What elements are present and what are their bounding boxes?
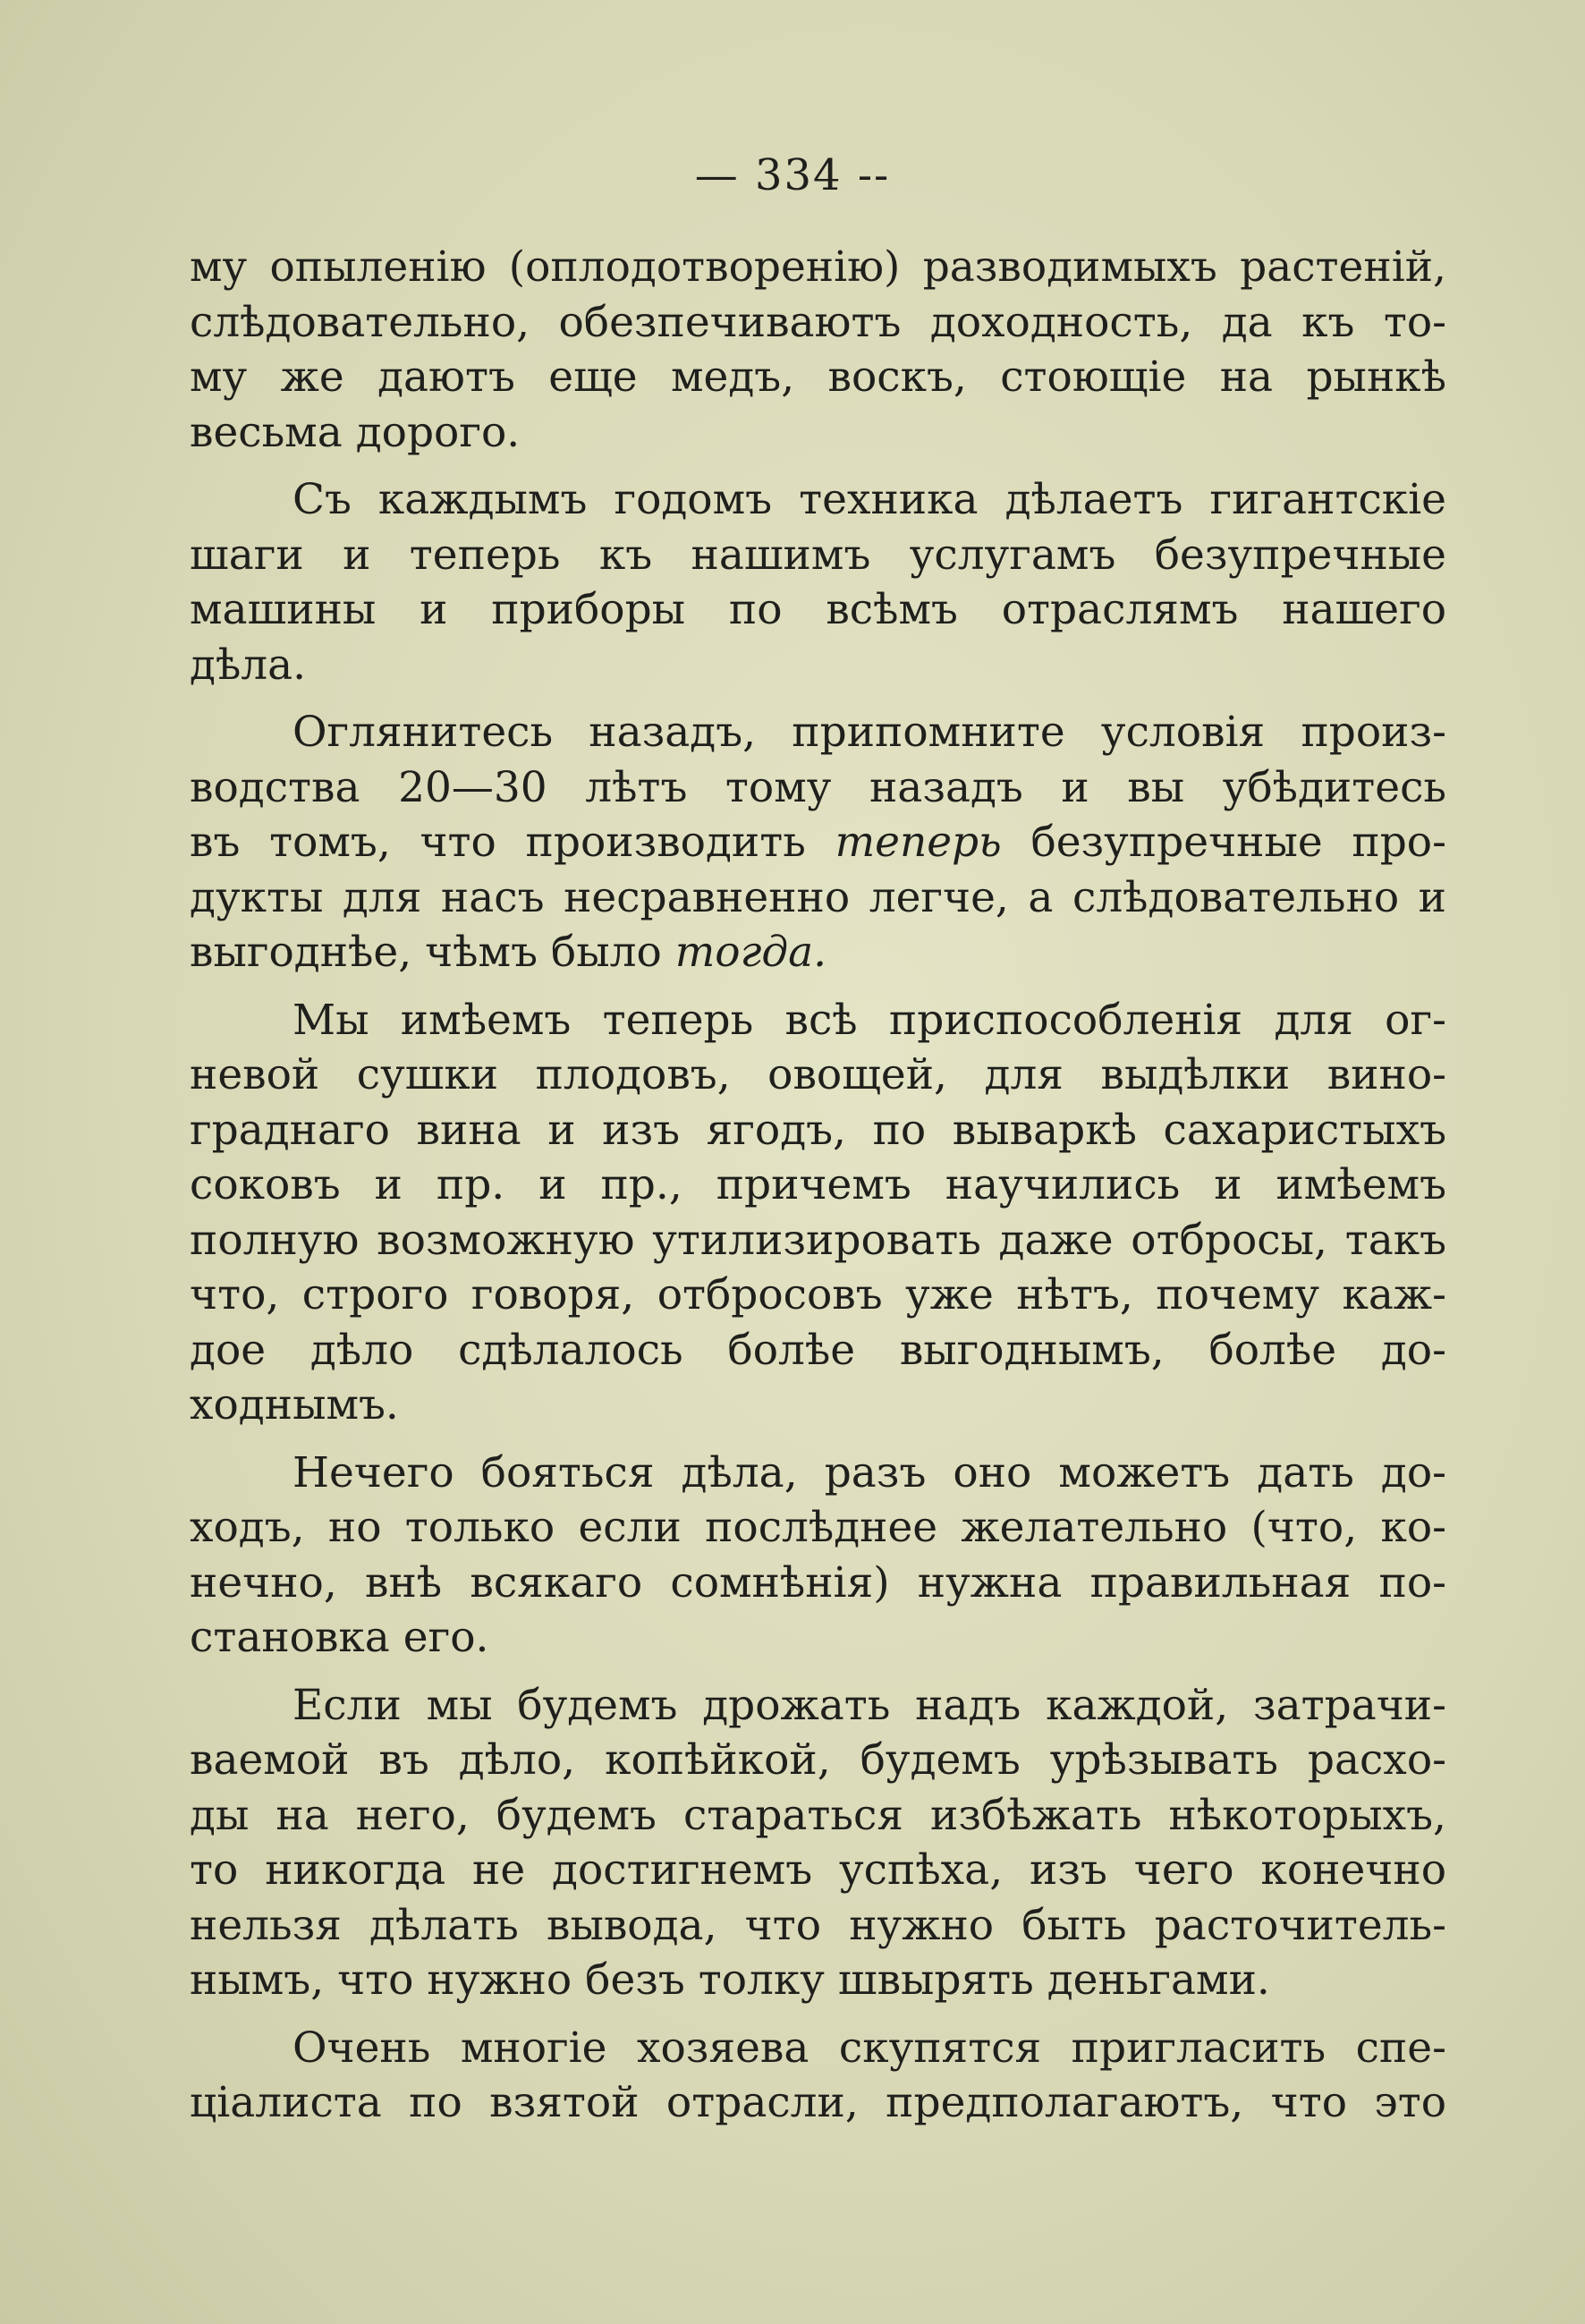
paragraph-6: [190, 1678, 1446, 2008]
text-line: невой сушки плодовъ, овощей, для выдѣлки вино-: [190, 1050, 1446, 1099]
text-line: становка его.: [190, 1613, 489, 1662]
text-run: безупречные про-: [1030, 818, 1446, 867]
text-line: нымъ, что нужно безъ толку швырять деньгами.: [190, 1955, 1270, 2005]
text-line: Оглянитесь назадъ, припомните условія произ-: [292, 708, 1446, 757]
text-line: дѣла.: [190, 640, 307, 690]
text-line: слѣдовательно, обезпечиваютъ доходность, да къ то-: [190, 297, 1446, 347]
paragraph-3: [190, 705, 1446, 980]
text-line: Мы имѣемъ теперь всѣ приспособленія для ог-: [292, 995, 1446, 1045]
text-line: нечно, внѣ всякаго сомнѣнія) нужна правильная по-: [190, 1557, 1446, 1607]
paragraph-5: [190, 1446, 1446, 1666]
body-text: [190, 240, 1446, 2131]
text-line: машины и приборы по всѣмъ отраслямъ нашего: [190, 585, 1446, 634]
text-run: въ томъ, что производить: [190, 818, 806, 867]
text-line: весьма дорого.: [190, 407, 521, 457]
text-line: соковъ и пр. и пр., причемъ научились и имѣемъ: [190, 1160, 1446, 1209]
paragraph-7: [190, 2021, 1446, 2131]
page-number: — 334 --: [694, 150, 891, 200]
italic-word: тогда.: [674, 928, 827, 977]
text-line: шаги и теперь къ нашимъ услугамъ безупречные: [190, 530, 1446, 580]
text-line: ды на него, будемъ стараться избѣжать нѣкоторыхъ,: [190, 1790, 1446, 1840]
text-line: то никогда не достигнемъ успѣха, изъ чего конечно: [190, 1845, 1446, 1895]
text-line: дукты для насъ несравненно легче, а слѣдовательно и: [190, 872, 1446, 922]
text-line: Нечего бояться дѣла, разъ оно можетъ дать до-: [292, 1447, 1446, 1497]
text-line: Съ каждымъ годомъ техника дѣлаетъ гигантскіе: [292, 475, 1446, 524]
text-line: Если мы будемъ дрожать надъ каждой, затрачи-: [292, 1680, 1446, 1730]
text-line: что, строго говоря, отбросовъ уже нѣтъ, почему каж-: [190, 1270, 1446, 1319]
text-line: ваемой въ дѣло, копѣйкой, будемъ урѣзывать расхо-: [190, 1735, 1446, 1785]
text-line: граднаго вина и изъ ягодъ, по вываркѣ сахаристыхъ: [190, 1105, 1446, 1155]
paragraph-2: [190, 472, 1446, 692]
text-line: полную возможную утилизировать даже отбросы, такъ: [190, 1215, 1446, 1265]
paragraph-4: [190, 993, 1446, 1433]
text-line: дое дѣло сдѣлалось болѣе выгоднымъ, болѣе до-: [190, 1325, 1446, 1375]
paragraph-1: [190, 240, 1446, 460]
text-run: выгоднѣе, чѣмъ было: [190, 928, 662, 977]
text-line: [190, 815, 1446, 870]
text-line: нельзя дѣлать вывода, что нужно быть расточитель-: [190, 1900, 1446, 1950]
text-line: му же даютъ еще медъ, воскъ, стоющіе на рынкѣ: [190, 352, 1446, 402]
text-line: му опыленію (оплодотворенію) разводимыхъ растеній,: [190, 242, 1446, 292]
text-line: ходнымъ.: [190, 1380, 399, 1429]
text-line: ціалиста по взятой отрасли, предполагаютъ, что это: [190, 2078, 1446, 2127]
text-line: ходъ, но только если послѣднее желательно (что, ко-: [190, 1503, 1446, 1552]
text-line: водства 20—30 лѣтъ тому назадъ и вы убѣдитесь: [190, 762, 1446, 812]
text-line: Очень многіе хозяева скупятся пригласить спе-: [292, 2023, 1446, 2073]
italic-word: теперь: [835, 818, 1002, 867]
text-line: [190, 925, 1446, 980]
